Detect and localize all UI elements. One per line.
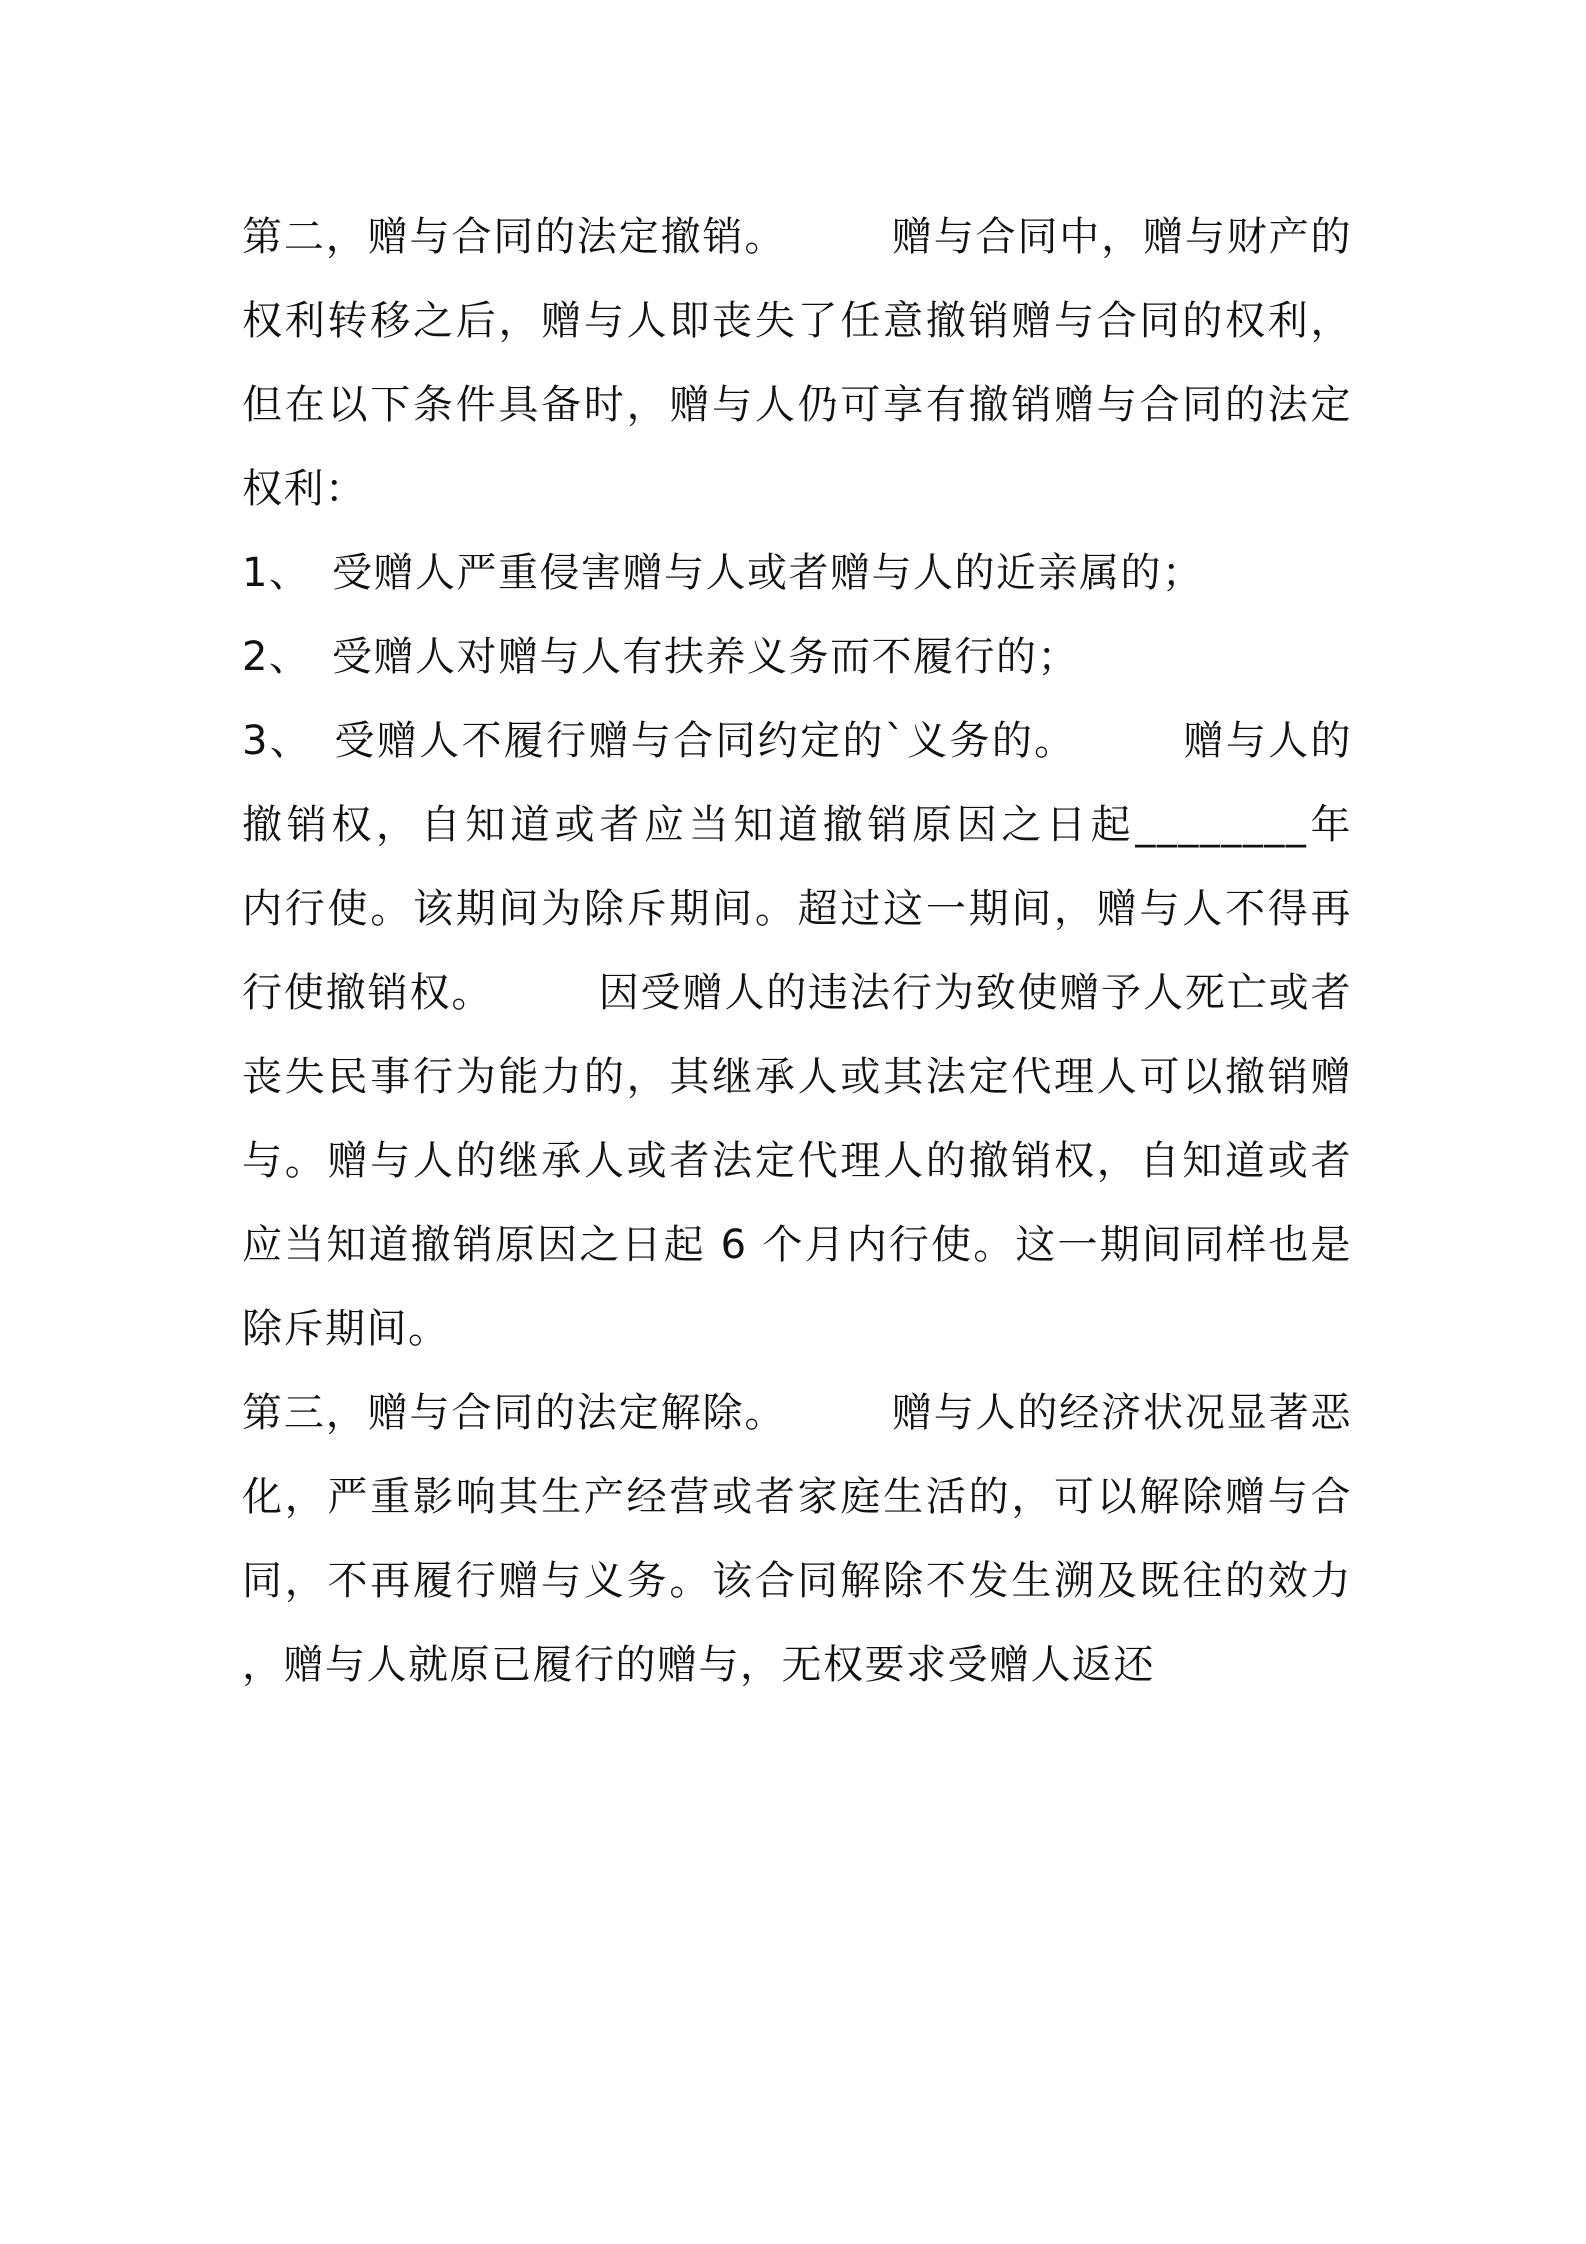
text-line: 行使撤销权。 因受赠人的违法行为致使赠予人死亡或者 [242, 970, 1352, 1016]
text-line: ，赠与人就原已履行的赠与，无权要求受赠人返还 [242, 1642, 1155, 1688]
text-line: 但在以下条件具备时，赠与人仍可享有撤销赠与合同的法定 [242, 382, 1352, 428]
list-item: 2、 受赠人对赠与人有扶养义务而不履行的； [242, 634, 1079, 680]
text-line: 除斥期间。 [242, 1306, 450, 1352]
document-body [242, 195, 1352, 1707]
text-line: 应当知道撤销原因之日起 6 个月内行使。这一期间同样也是 [242, 1222, 1352, 1268]
list-item: 3、 受赠人不履行赠与合同约定的`义务的。 赠与人的 [242, 718, 1352, 764]
text-line: 化，严重影响其生产经营或者家庭生活的，可以解除赠与合 [242, 1474, 1352, 1520]
text-line: 权利： [242, 466, 367, 512]
text-line: 权利转移之后，赠与人即丧失了任意撤销赠与合同的权利， [242, 298, 1352, 344]
text-line: 与。赠与人的继承人或者法定代理人的撤销权，自知道或者 [242, 1138, 1352, 1184]
text-line: 内行使。该期间为除斥期间。超过这一期间，赠与人不得再 [242, 886, 1352, 932]
text-line: 同，不再履行赠与义务。该合同解除不发生溯及既往的效力 [242, 1558, 1352, 1604]
text-line: 第二，赠与合同的法定撤销。 赠与合同中，赠与财产的 [242, 214, 1352, 260]
text-line: 丧失民事行为能力的，其继承人或其法定代理人可以撤销赠 [242, 1054, 1352, 1100]
text-line: 第三，赠与合同的法定解除。 赠与人的经济状况显著恶 [242, 1390, 1352, 1436]
list-item: 1、 受赠人严重侵害赠与人或者赠与人的近亲属的； [242, 550, 1204, 596]
text-line: 撤销权，自知道或者应当知道撤销原因之日起________年 [242, 802, 1352, 848]
